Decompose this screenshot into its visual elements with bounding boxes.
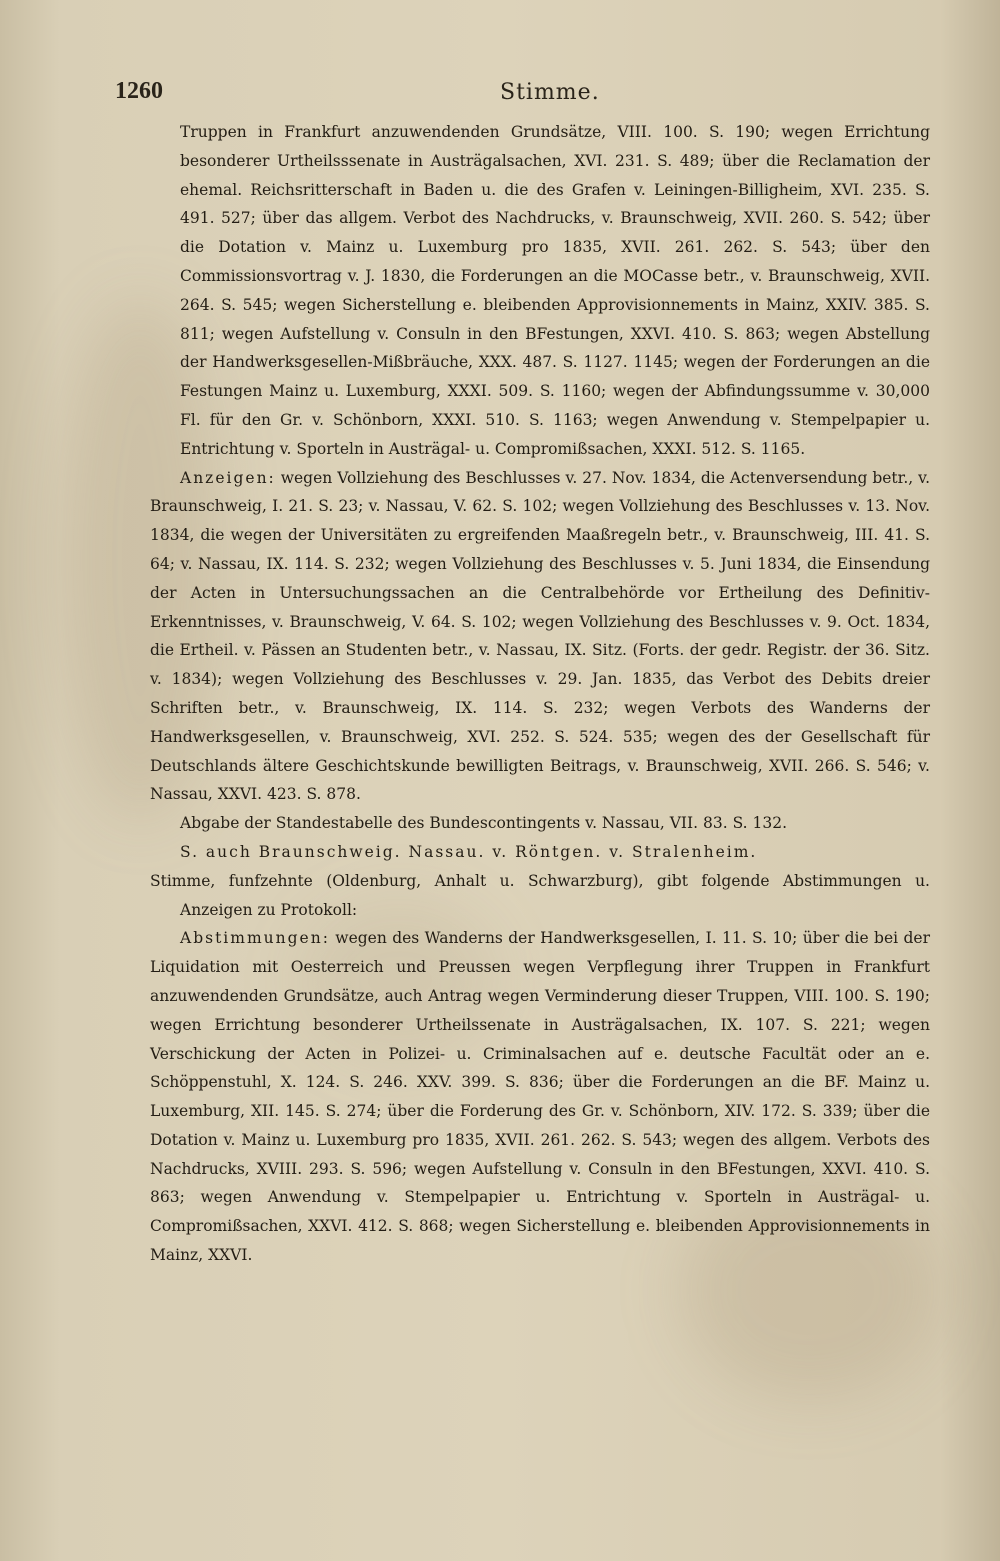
paragraph	[150, 809, 930, 838]
paragraph	[150, 838, 930, 867]
body-text	[150, 118, 930, 1270]
paragraph-text: Stimme, funfzehnte (Oldenburg, Anhalt u. Schwarzburg), gibt folgende Abstimmungen u. Anzeigen zu Protokoll:	[150, 871, 930, 919]
paragraph-text: S. auch Braunschweig. Nassau. v. Röntgen. v. Stralenheim.	[180, 842, 758, 861]
paragraph-text: Truppen in Frankfurt anzuwendenden Grundsätze, VIII. 100. S. 190; wegen Errichtung besonderer Urtheilsssenate in Austrägalsachen, XVI. 231. S. 489; über die Reclamation der ehemal. Reichsritterschaft in Baden u. die des Grafen v. Leiningen-Billigheim, XVI. 235. S. 491. 527; über das allgem. Verbot des Nachdrucks, v. Braunschweig, XVII. 260. S. 542; über die Dotation v. Mainz u. Luxemburg pro 1835, XVII. 261. 262. S. 543; über den Commissionsvortrag v. J. 1830, die Forderungen an die MOCasse betr., v. Braunschweig, XVII. 264. S. 545; wegen Sicherstellung e. bleibenden Approvisionnements in Mainz, XXIV. 385. S. 811; wegen Aufstellung v. Consuln in den BFestungen, XXVI. 410. S. 863; wegen Abstellung der Handwerksgesellen-Mißbräuche, XXX. 487. S. 1127. 1145; wegen der Forderungen an die Festungen Mainz u. Luxemburg, XXXI. 509. S. 1160; wegen der Abfindungssumme v. 30,000 Fl. für den Gr. v. Schönborn, XXXI. 510. S. 1163; wegen Anwendung v. Stempelpapier u. Entrichtung v. Sporteln in Austrägal- u. Compromißsachen, XXXI. 512. S. 1165.	[180, 123, 930, 458]
paragraph-text: wegen Vollziehung des Beschlusses v. 27. Nov. 1834, die Actenversendung betr., v. Braunschweig, I. 21. S. 23; v. Nassau, V. 62. S. 102; wegen Vollziehung des Beschlusses v. 13. Nov. 1834, die wegen der Universitäten zu ergreifenden Maaßregeln betr., v. Braunschweig, III. 41. S. 64; v. Nassau, IX. 114. S. 232; wegen Vollziehung des Beschlusses v. 5. Juni 1834, die Einsendung der Acten in Untersuchungssachen an die Centralbehörde vor Ertheilung des Definitiv-Erkenntnisses, v. Braunschweig, V. 64. S. 102; wegen Vollziehung des Beschlusses v. 9. Oct. 1834, die Ertheil. v. Pässen an Studenten betr., v. Nassau, IX. Sitz. (Forts. der gedr. Registr. der 36. Sitz. v. 1834); wegen Vollziehung des Beschlusses v. 29. Jan. 1835, das Verbot des Debits dreier Schriften betr., v. Braunschweig, IX. 114. S. 232; wegen Verbots des Wanderns der Handwerksgesellen, v. Braunschweig, XVI. 252. S. 524. 535; wegen des der Gesellschaft für Deutschlands ältere Geschichtskunde bewilligten Beitrags, v. Braunschweig, XVII. 266. S. 546; v. Nassau, XXVI. 423. S. 878.	[150, 468, 930, 804]
paragraph	[150, 464, 930, 810]
paragraph-lead: Anzeigen:	[180, 468, 276, 487]
paragraph-lead: Abstimmungen:	[180, 929, 330, 948]
page-number: 1260	[115, 78, 163, 104]
paragraph-text: wegen des Wanderns der Handwerksgesellen, I. 11. S. 10; über die bei der Liquidation mit Oesterreich und Preussen wegen Verpflegung ihrer Truppen in Frankfurt anzuwendenden Grundsätze, auch Antrag wegen Verminderung dieser Truppen, VIII. 100. S. 190; wegen Errichtung besonderer Urtheilssenate in Austrägalsachen, IX. 107. S. 221; wegen Verschickung der Acten in Polizei- u. Criminalsachen auf e. deutsche Facultät oder an e. Schöppenstuhl, X. 124. S. 246. XXV. 399. S. 836; über die Forderungen an die BF. Mainz u. Luxemburg, XII. 145. S. 274; über die Forderung des Gr. v. Schönborn, XIV. 172. S. 339; über die Dotation v. Mainz u. Luxemburg pro 1835, XVII. 261. 262. S. 543; wegen des allgem. Verbots des Nachdrucks, XVIII. 293. S. 596; wegen Aufstellung v. Consuln in den BFestungen, XXVI. 410. S. 863; wegen Anwendung v. Stempelpapier u. Entrichtung v. Sporteln in Austrägal- u. Compromißsachen, XXVI. 412. S. 868; wegen Sicherstellung e. bleibenden Approvisionnements in Mainz, XXVI.	[150, 929, 930, 1265]
page-header	[115, 78, 895, 110]
running-head: Stimme.	[500, 80, 600, 105]
paragraph-text: Abgabe der Standestabelle des Bundescontingents v. Nassau, VII. 83. S. 132.	[180, 814, 788, 833]
paragraph	[150, 924, 930, 1270]
paragraph	[150, 867, 930, 925]
paragraph	[150, 118, 930, 464]
